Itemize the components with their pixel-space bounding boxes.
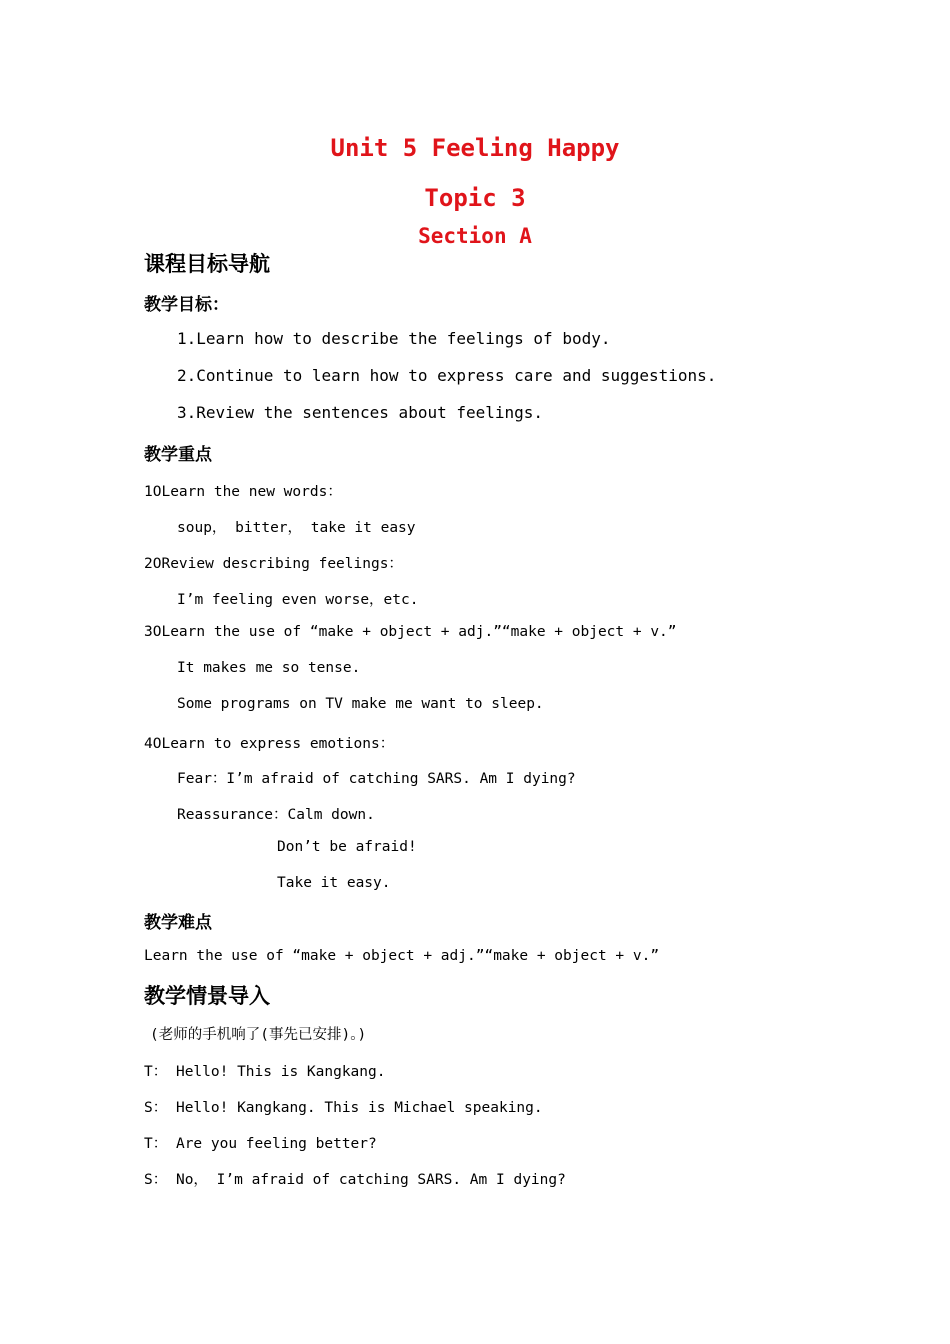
key-point-line: It makes me so tense.: [177, 660, 361, 676]
dialogue-line: S： Hello! Kangkang. This is Michael speaking.: [144, 1100, 543, 1116]
key-point-line: Don’t be afraid!: [277, 839, 417, 855]
key-point-line: soup， bitter， take it easy: [177, 520, 416, 536]
key-point-line: I’m feeling even worse，etc.: [177, 592, 419, 608]
dialogue-line: T： Hello! This is Kangkang.: [144, 1064, 386, 1080]
key-point-line: 3OLearn the use of “make + object + adj.”“make + object + v.”: [144, 624, 677, 640]
key-point-line: 2OReview describing feelings：: [144, 556, 403, 572]
key-point-line: Take it easy.: [277, 875, 391, 891]
dialogue-line: T： Are you feeling better?: [144, 1136, 377, 1152]
intro-note: (老师的手机响了(事先已安排)。): [150, 1027, 367, 1043]
objective-item: 1.Learn how to describe the feelings of body.: [177, 329, 611, 348]
key-point-line: Fear：I’m afraid of catching SARS. Am I dying?: [177, 771, 576, 787]
objective-item: 3.Review the sentences about feelings.: [177, 403, 544, 422]
key-point-line: 4OLearn to express emotions：: [144, 736, 395, 752]
objective-item: 2.Continue to learn how to express care and suggestions.: [177, 366, 717, 385]
topic-title: Topic 3: [424, 184, 526, 212]
objectives-heading: 教学目标：: [144, 295, 229, 315]
intro-heading: 教学情景导入: [144, 984, 270, 1008]
key-points-heading: 教学重点: [144, 445, 212, 465]
key-point-line: Reassurance：Calm down.: [177, 807, 375, 823]
difficulties-text: Learn the use of “make + object + adj.”“make + object + v.”: [144, 948, 660, 964]
course-nav-heading: 课程目标导航: [144, 252, 270, 276]
dialogue-line: S： No， I’m afraid of catching SARS. Am I dying?: [144, 1172, 566, 1188]
unit-title: Unit 5 Feeling Happy: [330, 134, 620, 162]
key-point-line: Some programs on TV make me want to sleep.: [177, 696, 544, 712]
section-title: Section A: [418, 224, 532, 248]
key-point-line: 1OLearn the new words：: [144, 484, 342, 500]
difficulties-heading: 教学难点: [144, 913, 212, 933]
